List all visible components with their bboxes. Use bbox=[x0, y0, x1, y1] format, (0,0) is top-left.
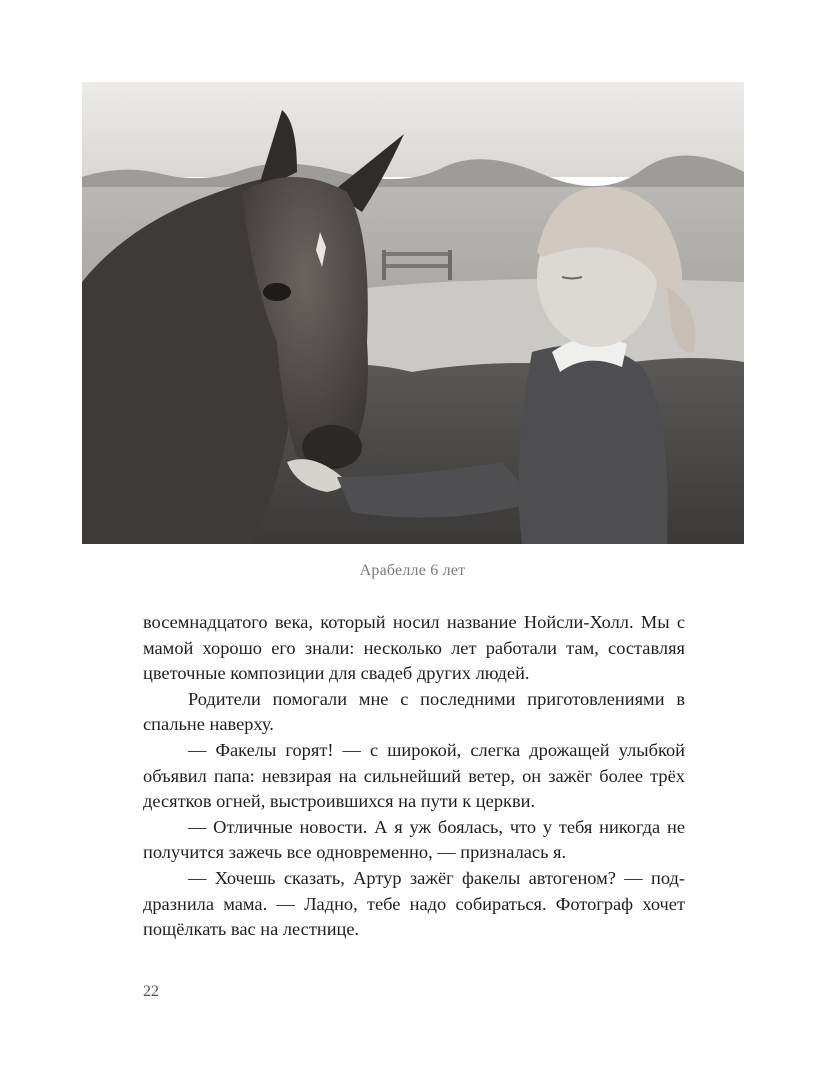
paragraph: — Факелы горят! — с широкой, слегка дрожащей улыбкой объявил папа: невзирая на сильнейший ветер, он зажёг более трёх десятков огней, выстроившихся на пути к церкви. bbox=[143, 739, 685, 812]
paragraph: восемнадцатого века, который носил название Нойсли-Холл. Мы с мамой хорошо его знали: несколько лет работали там, составляя цветочные композиции для свадеб других людей. bbox=[143, 612, 685, 684]
horse-and-girl-photo bbox=[82, 82, 744, 544]
page-number: 22 bbox=[143, 983, 159, 1000]
body-text bbox=[143, 610, 685, 943]
photo-caption: Арабелле 6 лет bbox=[359, 562, 466, 579]
paragraph: — Хочешь сказать, Артур зажёг факелы автогеном? — под-дразнила мама. — Ладно, тебе надо собираться. Фотограф хочет пощёлкать вас на лестнице. bbox=[143, 867, 685, 940]
paragraph: — Отличные новости. А я уж боялась, что у тебя никогда не получится зажечь все одновременно, — призналась я. bbox=[143, 816, 685, 863]
paragraph: Родители помогали мне с последними приготовлениями в спальне наверху. bbox=[143, 688, 685, 735]
